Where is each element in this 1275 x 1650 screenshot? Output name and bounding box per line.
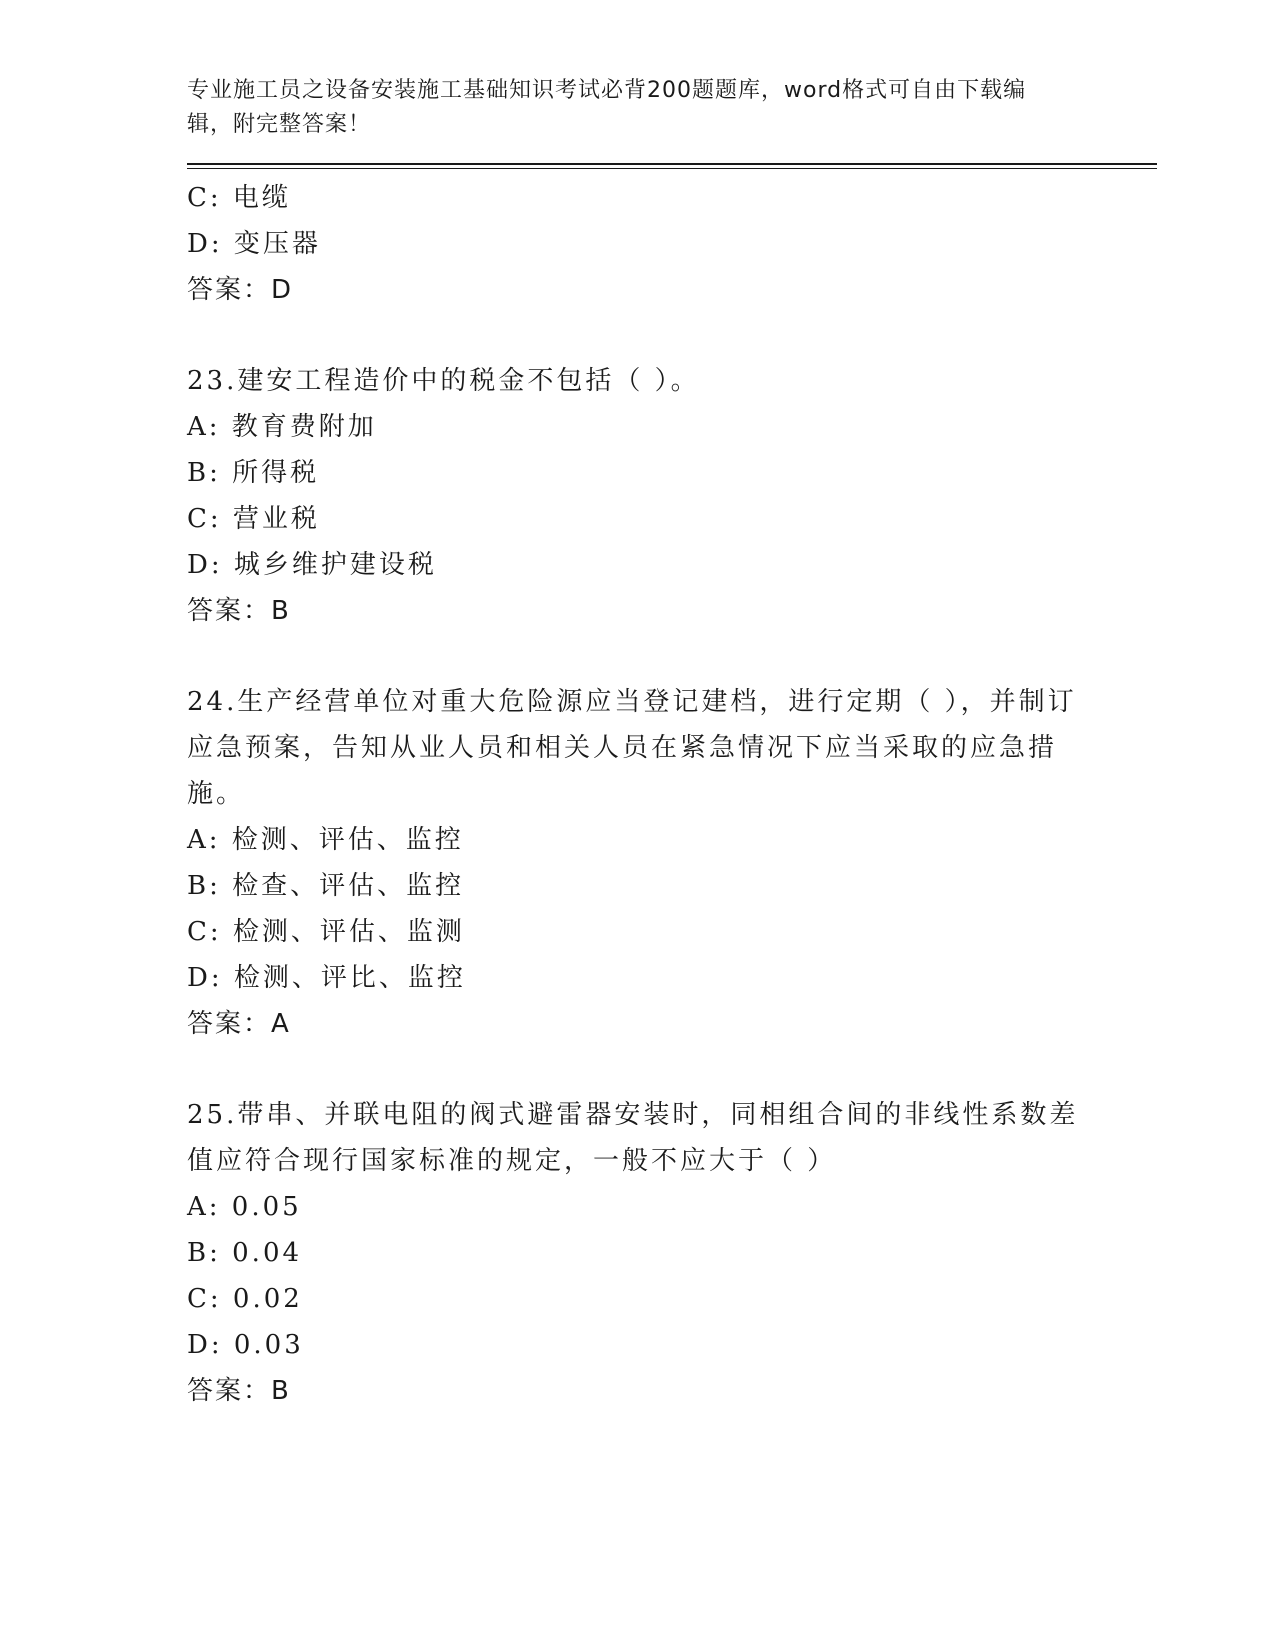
question-stem: 25.带串、并联电阻的阀式避雷器安装时，同相组合间的非线性系数差值应符合现行国家标准的规定，一般不应大于（ ） [187, 1100, 1079, 1176]
answer-line: 答案：B [187, 596, 291, 626]
question-23 [187, 358, 1157, 634]
option-d: D: 0.03 [187, 1330, 304, 1360]
option-d: D: 城乡维护建设税 [187, 550, 437, 580]
option-b: B: 检查、评估、监控 [187, 871, 465, 901]
option-d: D: 变压器 [187, 229, 321, 259]
option-a: A: 教育费附加 [187, 412, 377, 442]
carryover-block [187, 175, 1157, 313]
option-c: C: 检测、评估、监测 [187, 917, 465, 947]
option-b: B: 0.04 [187, 1238, 303, 1268]
option-c: C: 电缆 [187, 183, 291, 213]
document-header: 专业施工员之设备安装施工基础知识考试必背200题题库，word格式可自由下载编辑，附完整答案！ [187, 78, 1027, 137]
answer-line: 答案：A [187, 1009, 291, 1039]
question-24 [187, 679, 1157, 1047]
answer-line: 答案：B [187, 1376, 291, 1406]
answer-line: 答案：D [187, 275, 294, 305]
spacer [187, 634, 1157, 679]
option-c: C: 0.02 [187, 1284, 303, 1314]
option-d: D: 检测、评比、监控 [187, 963, 466, 993]
spacer [187, 313, 1157, 358]
spacer [187, 1047, 1157, 1092]
question-25 [187, 1092, 1157, 1414]
option-a: A: 检测、评估、监控 [187, 825, 464, 855]
option-b: B: 所得税 [187, 458, 320, 488]
header-divider [187, 163, 1157, 169]
question-content [187, 175, 1157, 1414]
option-c: C: 营业税 [187, 504, 320, 534]
option-a: A: 0.05 [187, 1192, 302, 1222]
question-stem: 23.建安工程造价中的税金不包括（ ）。 [187, 366, 700, 396]
document-page [187, 74, 1157, 1414]
question-stem: 24.生产经营单位对重大危险源应当登记建档，进行定期（ ），并制订应急预案，告知从业人员和相关人员在紧急情况下应当采取的应急措施。 [187, 687, 1077, 809]
